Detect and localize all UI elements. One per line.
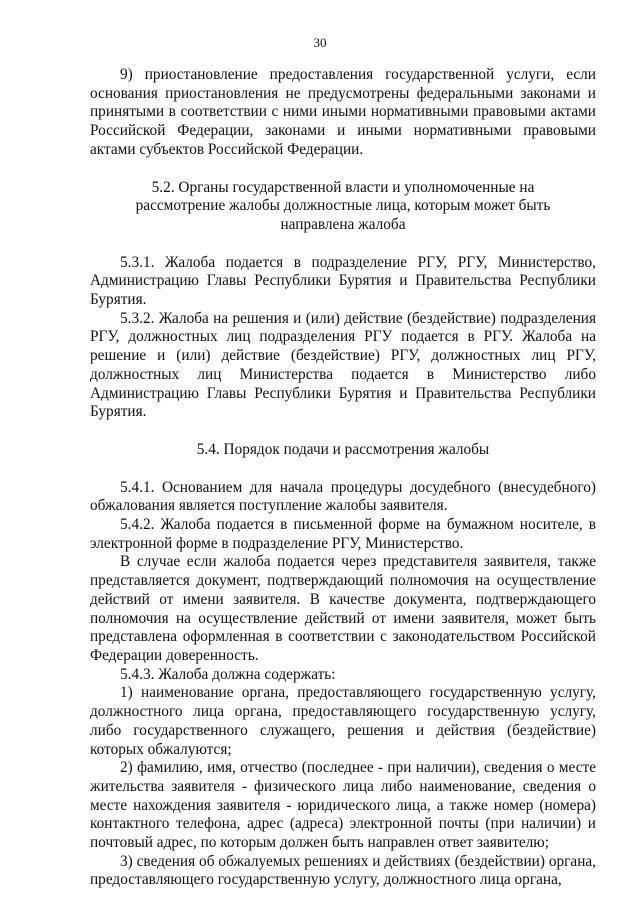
section-heading-5-2: 5.2. Органы государственной власти и уполномоченные на рассмотрение жалобы должностные лица, которым может быть направлена жалоба [135, 178, 551, 233]
list-item-3: 3) сведения об обжалуемых решениях и действиях (бездействии) органа, предоставляющего государственную услугу, должностного лица органа, [90, 852, 596, 889]
document-body [90, 66, 596, 890]
list-item-2: 2) фамилию, имя, отчество (последнее - при наличии), сведения о месте жительства заявителя - физического лица либо наименование, сведения о месте нахождения заявителя - юридического лица, а также номер (номера) контактного телефона, адрес (адреса) электронной почты (при наличии) и почтовый адрес, по которым должен быть направлен ответ заявителю; [90, 759, 596, 852]
page-number: 30 [313, 35, 327, 50]
list-item-1: 1) наименование органа, предоставляющего государственную услугу, должностного лица органа, предоставляющего государственную услугу, либо государственного служащего, решения и действия (бездействие) которых обжалуются; [90, 684, 596, 758]
paragraph-item-9: 9) приостановление предоставления государственной услуги, если основания приостановления не предусмотрены федеральными законами и принятыми в соответствии с ними иными нормативными правовыми актами Российской Федерации, законами и иными нормативными правовыми актами субъектов Российской Федерации. [90, 66, 596, 158]
paragraph-5-4-2: 5.4.2. Жалоба подается в письменной форме на бумажном носителе, в электронной форме в подразделение РГУ, Министерство. [90, 516, 596, 552]
paragraph-5-3-1: 5.3.1. Жалоба подается в подразделение РГУ, РГУ, Министерство, Администрацию Главы Республики Бурятия и Правительства Республики Бурятия. [90, 253, 596, 309]
paragraph-representative: В случае если жалоба подается через представителя заявителя, также представляется документ, подтверждающий полномочия на осуществление действий от имени заявителя. В качестве документа, подтверждающего полномочия на осуществление действий от имени заявителя, может быть представлена оформленная в соответствии с законодательством Российской Федерации доверенность. [90, 553, 596, 664]
paragraph-5-4-1: 5.4.1. Основанием для начала процедуры досудебного (внесудебного) обжалования является поступление жалобы заявителя. [90, 478, 596, 515]
paragraph-5-4-3: 5.4.3. Жалоба должна содержать: [120, 665, 336, 683]
section-heading-5-4: 5.4. Порядок подачи и рассмотрения жалобы [196, 440, 490, 458]
paragraph-5-3-2: 5.3.2. Жалоба на решения и (или) действие (бездействие) подразделения РГУ, должностных лиц подразделения РГУ подается в РГУ. Жалоба на решение и (или) действие (бездействие) РГУ, должностных лиц РГУ, должностных лиц Министерства подается в Министерство либо Администрацию Главы Республики Бурятия и Правительства Республики Бурятия. [90, 309, 596, 421]
